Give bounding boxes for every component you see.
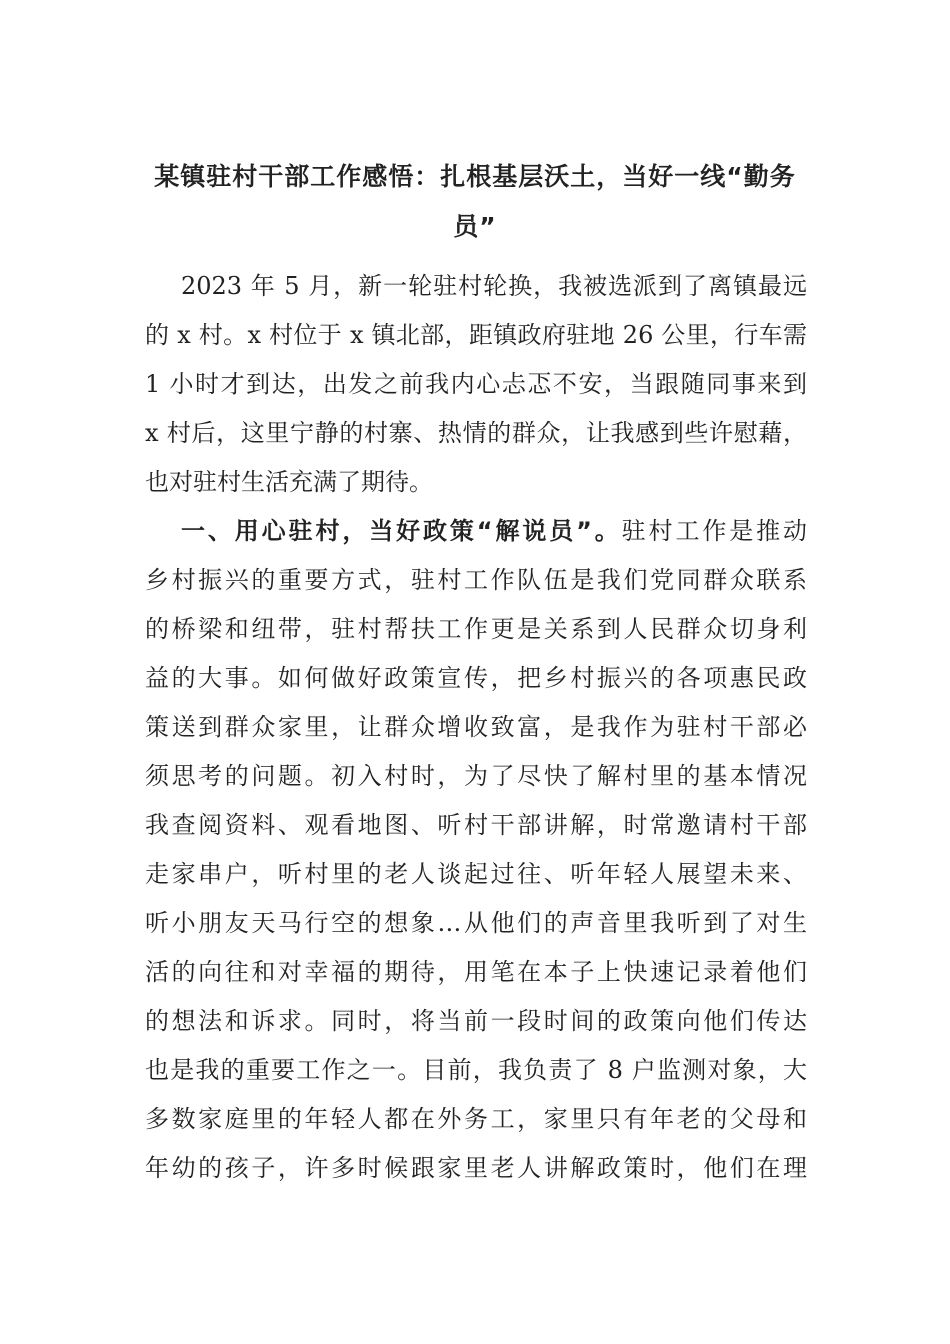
- section-1-line-13: 多数家庭里的年轻人都在外务工，家里只有年老的父母和: [145, 1105, 807, 1133]
- section-1-first-line-text: 驻村工作是推动: [621, 517, 808, 545]
- title-line-2: 员”: [453, 212, 497, 241]
- section-1-line-3: 的桥梁和纽带，驻村帮扶工作更是关系到人民群众切身利: [145, 615, 807, 643]
- paragraph-1-line-1: 2023 年 5 月，新一轮驻村轮换，我被选派到了离镇最远: [181, 272, 807, 300]
- section-1-line-9: 听小朋友天马行空的想象…从他们的声音里我听到了对生: [145, 909, 807, 937]
- section-1-line-14: 年幼的孩子，许多时候跟家里老人讲解政策时，他们在理: [145, 1154, 807, 1182]
- section-1-line-6: 须思考的问题。初入村时，为了尽快了解村里的基本情况: [145, 762, 807, 790]
- section-1-line-8: 走家串户，听村里的老人谈起过往、听年轻人展望未来、: [145, 860, 807, 888]
- paragraph-1-line-2: 的 x 村。x 村位于 x 镇北部，距镇政府驻地 26 公里，行车需: [145, 321, 807, 349]
- document-body: [145, 262, 807, 1193]
- section-1-first-line: [145, 507, 807, 556]
- section-1-line-7: 我查阅资料、观看地图、听村干部讲解，时常邀请村干部: [145, 811, 807, 839]
- paragraph-1-line-4: x 村后，这里宁静的村寨、热情的群众，让我感到些许慰藉，: [145, 419, 807, 447]
- section-1-line-5: 策送到群众家里，让群众增收致富，是我作为驻村干部必: [145, 713, 807, 741]
- section-1-line-12: 也是我的重要工作之一。目前，我负责了 8 户监测对象，大: [145, 1056, 807, 1084]
- section-1-line-11: 的想法和诉求。同时，将当前一段时间的政策向他们传达: [145, 1007, 807, 1035]
- section-1-heading: 一、用心驻村，当好政策“解说员”。: [181, 517, 622, 545]
- document-title: [140, 152, 810, 252]
- section-1-line-4: 益的大事。如何做好政策宣传，把乡村振兴的各项惠民政: [145, 664, 807, 692]
- section-1-line-10: 活的向往和对幸福的期待，用笔在本子上快速记录着他们: [145, 958, 807, 986]
- paragraph-1-line-3: 1 小时才到达，出发之前我内心忐忑不安，当跟随同事来到: [145, 370, 807, 398]
- title-line-1: 某镇驻村干部工作感悟：扎根基层沃土，当好一线“勤务: [154, 162, 796, 191]
- section-1-line-2: 乡村振兴的重要方式，驻村工作队伍是我们党同群众联系: [145, 566, 807, 594]
- paragraph-1-line-5: 也对驻村生活充满了期待。: [145, 468, 433, 496]
